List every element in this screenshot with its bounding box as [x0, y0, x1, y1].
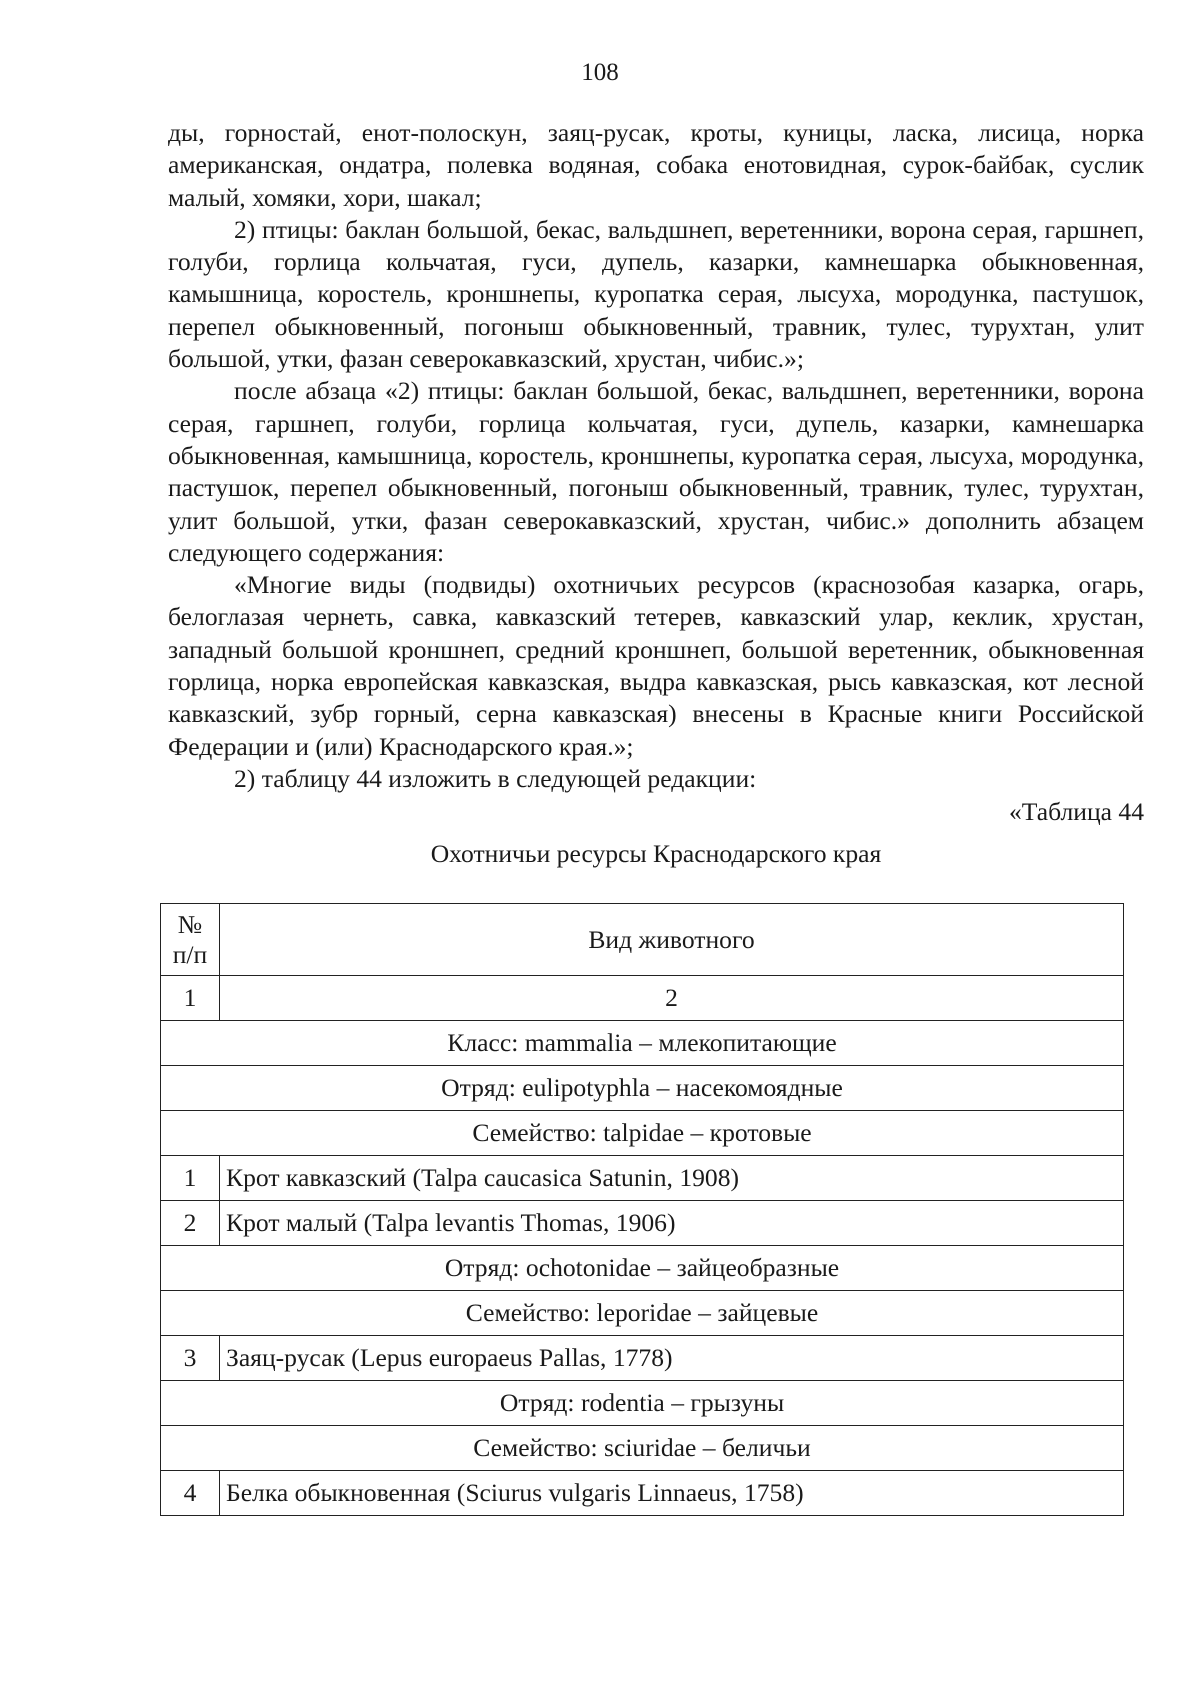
- group-label: Семейство: leporidae – зайцевые: [161, 1291, 1124, 1336]
- table-row: [161, 1201, 1124, 1246]
- table-label: «Таблица 44: [1008, 797, 1144, 826]
- body-text: [168, 117, 1144, 795]
- group-row: [161, 1381, 1124, 1426]
- column-numbers-row: [161, 976, 1124, 1021]
- group-label: Семейство: sciuridae – беличьи: [161, 1426, 1124, 1471]
- group-row: [161, 1111, 1124, 1156]
- species-name: Белка обыкновенная (Sciurus vulgaris Linnaeus, 1758): [220, 1471, 1124, 1516]
- row-number: 1: [161, 1156, 220, 1201]
- page-number: 108: [581, 59, 619, 86]
- group-row: [161, 1021, 1124, 1066]
- paragraph: 2) птицы: баклан большой, бекас, вальдшнеп, веретенники, ворона серая, гаршнеп, голуби, горлица кольчатая, гуси, дупель, казарки, камнешарка обыкновенная, камышница, коростель, кроншнепы, куропатка серая, лысуха, мородунка, пастушок, перепел обыкновенный, погоныш обыкновенный, травник, тулес, турухтан, улит большой, утки, фазан северокавказский, хрустан, чибис.»;: [168, 214, 1144, 374]
- paragraph: «Многие виды (подвиды) охотничьих ресурсов (краснозобая казарка, огарь, белоглазая чернеть, савка, кавказский тетерев, кавказский улар, кеклик, хрустан, западный большой кроншнеп, средний кроншнеп, большой веретенник, обыкновенная горлица, норка европейская кавказская, выдра кавказская, рысь кавказская, кот лесной кавказский, зубр горный, серна кавказская) внесены в Красные книги Российской Федерации и (или) Краснодарского края.»;: [168, 570, 1144, 761]
- group-label: Отряд: eulipotyphla – насекомоядные: [161, 1066, 1124, 1111]
- table-row: [161, 1156, 1124, 1201]
- row-number: 3: [161, 1336, 220, 1381]
- paragraph: ды, горностай, енот-полоскун, заяц-русак, кроты, куницы, ласка, лисица, норка американская, ондатра, полевка водяная, собака енотовидная, сурок-байбак, суслик малый, хомяки, хори, шакал;: [168, 118, 1144, 212]
- table-header-row: [161, 904, 1124, 976]
- paragraph: 2) таблицу 44 изложить в следующей редакции:: [234, 763, 757, 793]
- table-row: [161, 1336, 1124, 1381]
- group-row: [161, 1066, 1124, 1111]
- column-number: 1: [161, 976, 220, 1021]
- table-caption: Охотничьи ресурсы Краснодарского края: [430, 839, 882, 868]
- header-species: Вид животного: [220, 904, 1124, 976]
- group-row: [161, 1246, 1124, 1291]
- group-row: [161, 1291, 1124, 1336]
- table-row: [161, 1471, 1124, 1516]
- group-row: [161, 1426, 1124, 1471]
- column-number: 2: [220, 976, 1124, 1021]
- paragraph: после абзаца «2) птицы: баклан большой, бекас, вальдшнеп, веретенники, ворона серая, гаршнеп, голуби, горлица кольчатая, гуси, дупель, казарки, камнешарка обыкновенная, камышница, коростель, кроншнепы, куропатка серая, лысуха, мородунка, пастушок, перепел обыкновенный, погоныш обыкновенный, травник, тулес, турухтан, улит большой, утки, фазан северокавказский, хрустан, чибис.» дополнить абзацем следующего содержания:: [168, 376, 1144, 567]
- species-name: Крот малый (Talpa levantis Thomas, 1906): [220, 1201, 1124, 1246]
- group-label: Семейство: talpidae – кротовые: [161, 1111, 1124, 1156]
- header-num: № п/п: [161, 904, 220, 976]
- species-table: [160, 903, 1124, 1516]
- group-label: Отряд: rodentia – грызуны: [161, 1381, 1124, 1426]
- row-number: 4: [161, 1471, 220, 1516]
- group-label: Класс: mammalia – млекопитающие: [161, 1021, 1124, 1066]
- row-number: 2: [161, 1201, 220, 1246]
- group-label: Отряд: ochotonidae – зайцеобразные: [161, 1246, 1124, 1291]
- species-name: Крот кавказский (Talpa caucasica Satunin, 1908): [220, 1156, 1124, 1201]
- species-name: Заяц-русак (Lepus europaeus Pallas, 1778): [220, 1336, 1124, 1381]
